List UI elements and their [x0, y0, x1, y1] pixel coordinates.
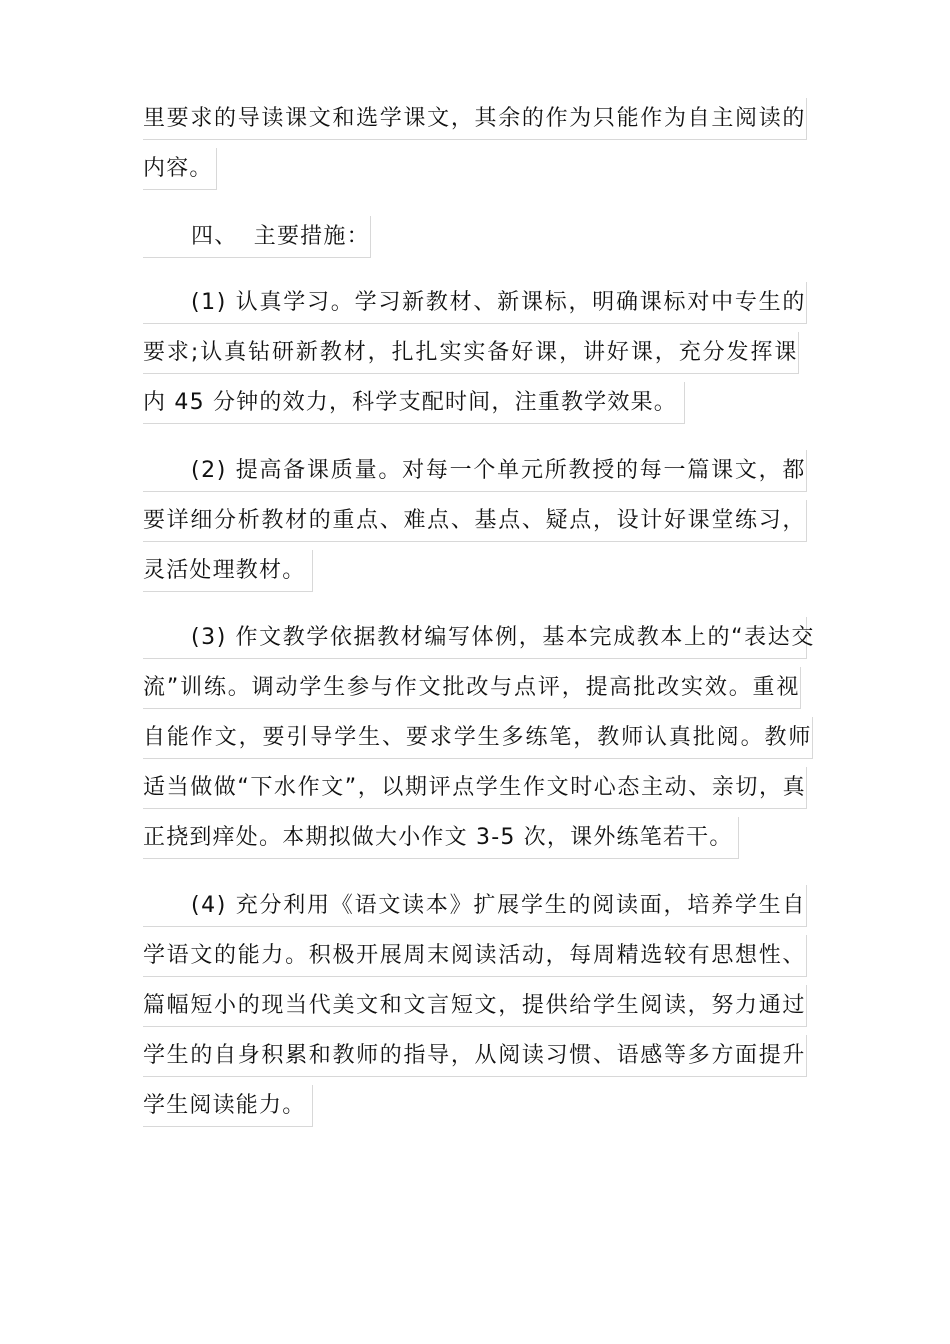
measure-3-line-4: 适当做做“下水作文”，以期评点学生作文时心态主动、亲切，真 — [143, 767, 807, 809]
measure-4-line-2: 学语文的能力。积极开展周末阅读活动，每周精选较有思想性、 — [143, 935, 807, 977]
measure-1-line-2: 要求;认真钻研新教材，扎扎实实备好课，讲好课，充分发挥课 — [143, 332, 799, 374]
measure-4-line-4: 学生的自身积累和教师的指导，从阅读习惯、语感等多方面提升 — [143, 1035, 807, 1077]
section-heading: 四、 主要措施： — [143, 216, 371, 258]
measure-4-line-5: 学生阅读能力。 — [143, 1085, 313, 1127]
measure-3-line-2: 流”训练。调动学生参与作文批改与点评，提高批改实效。重视 — [143, 667, 801, 709]
measure-2-line-2: 要详细分析教材的重点、难点、基点、疑点，设计好课堂练习， — [143, 500, 807, 542]
measure-4-line-3: 篇幅短小的现当代美文和文言短文，提供给学生阅读，努力通过 — [143, 985, 807, 1027]
measure-2-line-3: 灵活处理教材。 — [143, 550, 313, 592]
measure-2-line-1: (2) 提高备课质量。对每一个单元所教授的每一篇课文，都 — [143, 450, 807, 492]
measure-3-line-3: 自能作文，要引导学生、要求学生多练笔，教师认真批阅。教师 — [143, 717, 813, 759]
measure-1-line-1: (1) 认真学习。学习新教材、新课标，明确课标对中专生的 — [143, 282, 807, 324]
measure-3-line-5: 正挠到痒处。本期拟做大小作文 3-5 次，课外练笔若干。 — [143, 817, 739, 859]
intro-line-2: 内容。 — [143, 148, 217, 190]
measure-3-line-1: (3) 作文教学依据教材编写体例，基本完成教本上的“表达交 — [143, 617, 807, 659]
measure-4-line-1: (4) 充分利用《语文读本》扩展学生的阅读面，培养学生自 — [143, 885, 807, 927]
measure-1-line-3: 内 45 分钟的效力，科学支配时间，注重教学效果。 — [143, 382, 685, 424]
intro-line-1: 里要求的导读课文和选学课文，其余的作为只能作为自主阅读的 — [143, 98, 807, 140]
